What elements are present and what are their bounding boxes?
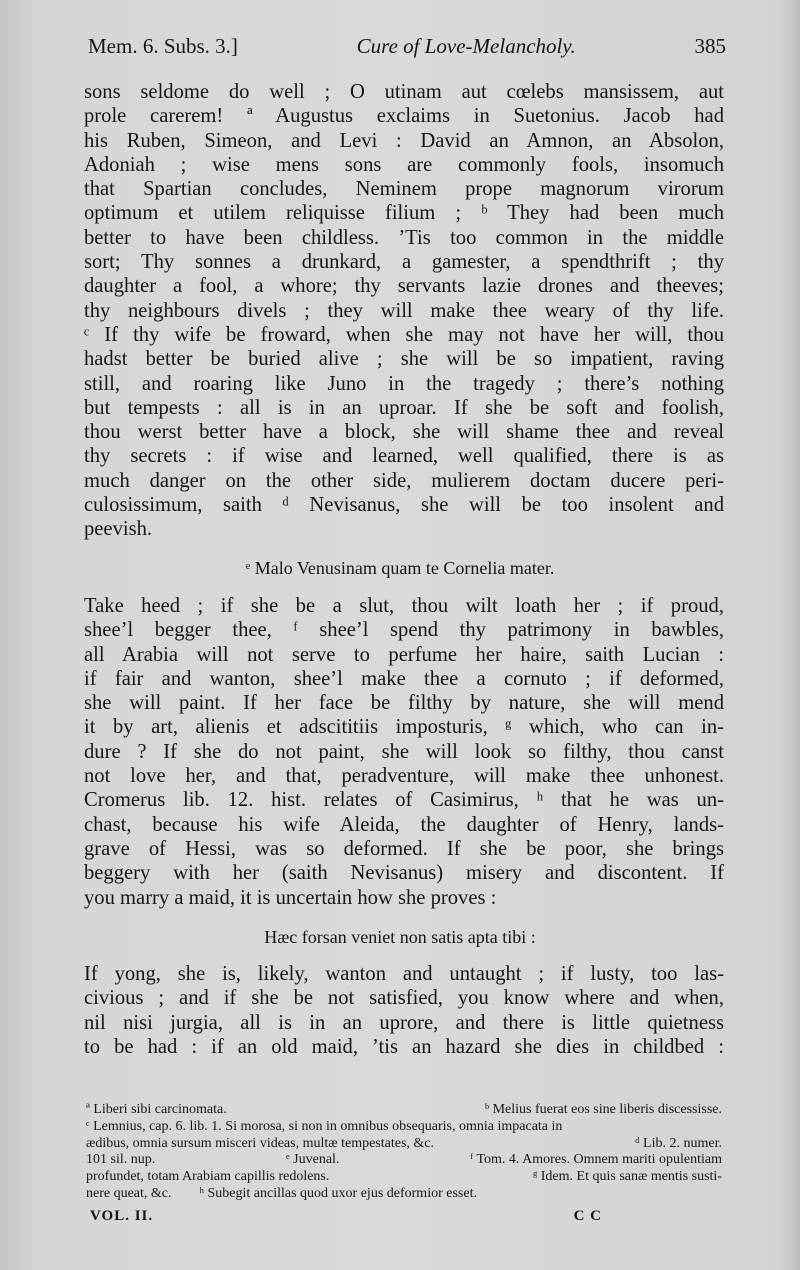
text-line: not love her, and that, peradventure, will make thee unhonest. (84, 765, 724, 788)
paragraph-2 (84, 594, 724, 910)
text-line: still, and roaring like Juno in the tragedy ; there’s nothing (84, 372, 724, 395)
text-line: daughter a fool, a whore; thy servants lazie drones and theeves; (84, 275, 724, 298)
text-line: thy secrets : if wise and learned, well qualified, there is as (84, 445, 724, 468)
signature-line (90, 1208, 602, 1225)
text-line: to be had : if an old maid, ’tis an hazard she dies in childbed : (84, 1035, 724, 1058)
footnote-line (86, 1186, 722, 1203)
footnote-g-cont: nere queat, &c. (86, 1185, 172, 1201)
footnote-a: ª Liberi sibi carcinomata. (86, 1102, 227, 1117)
text-line: nil nisi jurgia, all is in an uprore, and there is little quietness (84, 1011, 724, 1034)
text-line: ᶜ If thy wife be froward, when she may not have her will, thou (84, 323, 724, 346)
text-line: chast, because his wife Aleida, the daughter of Henry, lands- (84, 813, 724, 836)
text-line: If yong, she is, likely, wanton and untaught ; if lusty, too las- (84, 963, 724, 985)
text-line: culosissimum, saith ᵈ Nevisanus, she will be too insolent and (84, 494, 724, 517)
text-line: if fair and wanton, shee’l make thee a cornuto ; if deformed, (84, 667, 724, 690)
page-header (88, 34, 726, 59)
footnote-line (86, 1136, 722, 1153)
footnote-e: ᵉ Juvenal. (286, 1152, 340, 1168)
page-number: 385 (694, 34, 726, 58)
text-line: sort; Thy sonnes a drunkard, a gamester, a spendthrift ; thy (84, 251, 724, 274)
text-line: much danger on the other side, mulierem doctam ducere peri- (84, 469, 724, 492)
running-title: Cure of Love-Melancholy. (356, 34, 576, 58)
footnotes (86, 1102, 722, 1203)
footnote-line (86, 1119, 722, 1136)
text-line: prole carerem! ª Augustus exclaims in Suetonius. Jacob had (84, 105, 724, 128)
text-line: thy neighbours divels ; they will make thee weary of thy life. (84, 299, 724, 322)
footnote-b: ᵇ Melius fuerat eos sine liberis discessisse. (484, 1102, 722, 1117)
text-line: his Ruben, Simeon, and Levi : David an Amnon, an Absolon, (84, 129, 724, 152)
footnote-d-cont: 101 sil. nup. (86, 1152, 156, 1168)
text-line: better to have been childless. ’Tis too common in the middle (84, 226, 724, 249)
text-line: it by art, alienis et adscititiis imposturis, ᵍ which, who can in- (84, 716, 724, 739)
text-line: sons seldome do well ; O utinam aut cœlebs mansissem, aut (84, 81, 724, 103)
text-line: optimum et utilem reliquisse filium ; ᵇ They had been much (84, 202, 724, 225)
text-line: hadst better be buried alive ; she will be so impatient, raving (84, 348, 724, 371)
footnote-line (86, 1152, 722, 1169)
text-line: but tempests : all is in an uproar. If she be soft and foolish, (84, 396, 724, 419)
text-line: she will paint. If her face be filthy by nature, she will mend (84, 692, 724, 715)
text-line: Cromerus lib. 12. hist. relates of Casimirus, ʰ that he was un- (84, 789, 724, 812)
section-reference: Mem. 6. Subs. 3.] (88, 34, 238, 58)
footnote-d: ᵈ Lib. 2. numer. (635, 1135, 722, 1151)
text-line: dure ? If she do not paint, she will look so filthy, thou canst (84, 740, 724, 763)
text-line: civious ; and if she be not satisfied, you know where and when, (84, 987, 724, 1010)
text-line: grave of Hessi, was so deformed. If she be poor, she brings (84, 837, 724, 860)
text-line: Take heed ; if she be a slut, thou wilt loath her ; if proud, (84, 595, 724, 617)
text-line: Adoniah ; wise mens sons are commonly fools, insomuch (84, 153, 724, 176)
footnote-h: ʰ Subegit ancillas quod uxor ejus deformior esset. (199, 1185, 477, 1201)
verse-quote-1: ᵉ Malo Venusinam quam te Cornelia mater. (245, 558, 555, 578)
text-line: peevish. (84, 518, 153, 541)
footnote-line (86, 1102, 722, 1119)
verse-quote-2: Hæc forsan veniet non satis apta tibi : (264, 927, 536, 947)
footnote-f: ᶠ Tom. 4. Amores. Omnem mariti opulentiam (470, 1152, 722, 1168)
text-line: that Spartian concludes, Neminem prope magnorum virorum (84, 178, 724, 201)
footnote-c-cont: ædibus, omnia sursum misceri videas, multæ tempestates, &c. (86, 1135, 435, 1151)
footnote-line (86, 1169, 722, 1186)
volume-label: VOL. II. (90, 1208, 154, 1224)
signature-mark: C C (573, 1208, 602, 1224)
footnote-g: ᵍ Idem. Et quis sanæ mentis susti- (533, 1169, 722, 1185)
text-line: beggery with her (saith Nevisanus) misery and discontent. If (84, 862, 724, 885)
text-line: shee’l begger thee, ᶠ shee’l spend thy patrimony in bawbles, (84, 619, 724, 642)
text-line: thou werst better have a block, she will shame thee and reveal (84, 421, 724, 444)
text-line: you marry a maid, it is uncertain how she proves : (84, 886, 497, 909)
footnote-f-cont: profundet, totam Arabiam capillis redolens. (86, 1169, 330, 1185)
paragraph-3 (84, 962, 724, 1059)
text-line: all Arabia will not serve to perfume her haire, saith Lucian : (84, 643, 724, 666)
paragraph-1 (84, 80, 724, 542)
footnote-c: ᶜ Lemnius, cap. 6. lib. 1. Si morosa, si non in omnibus obsequaris, omnia impacata in (86, 1118, 563, 1134)
